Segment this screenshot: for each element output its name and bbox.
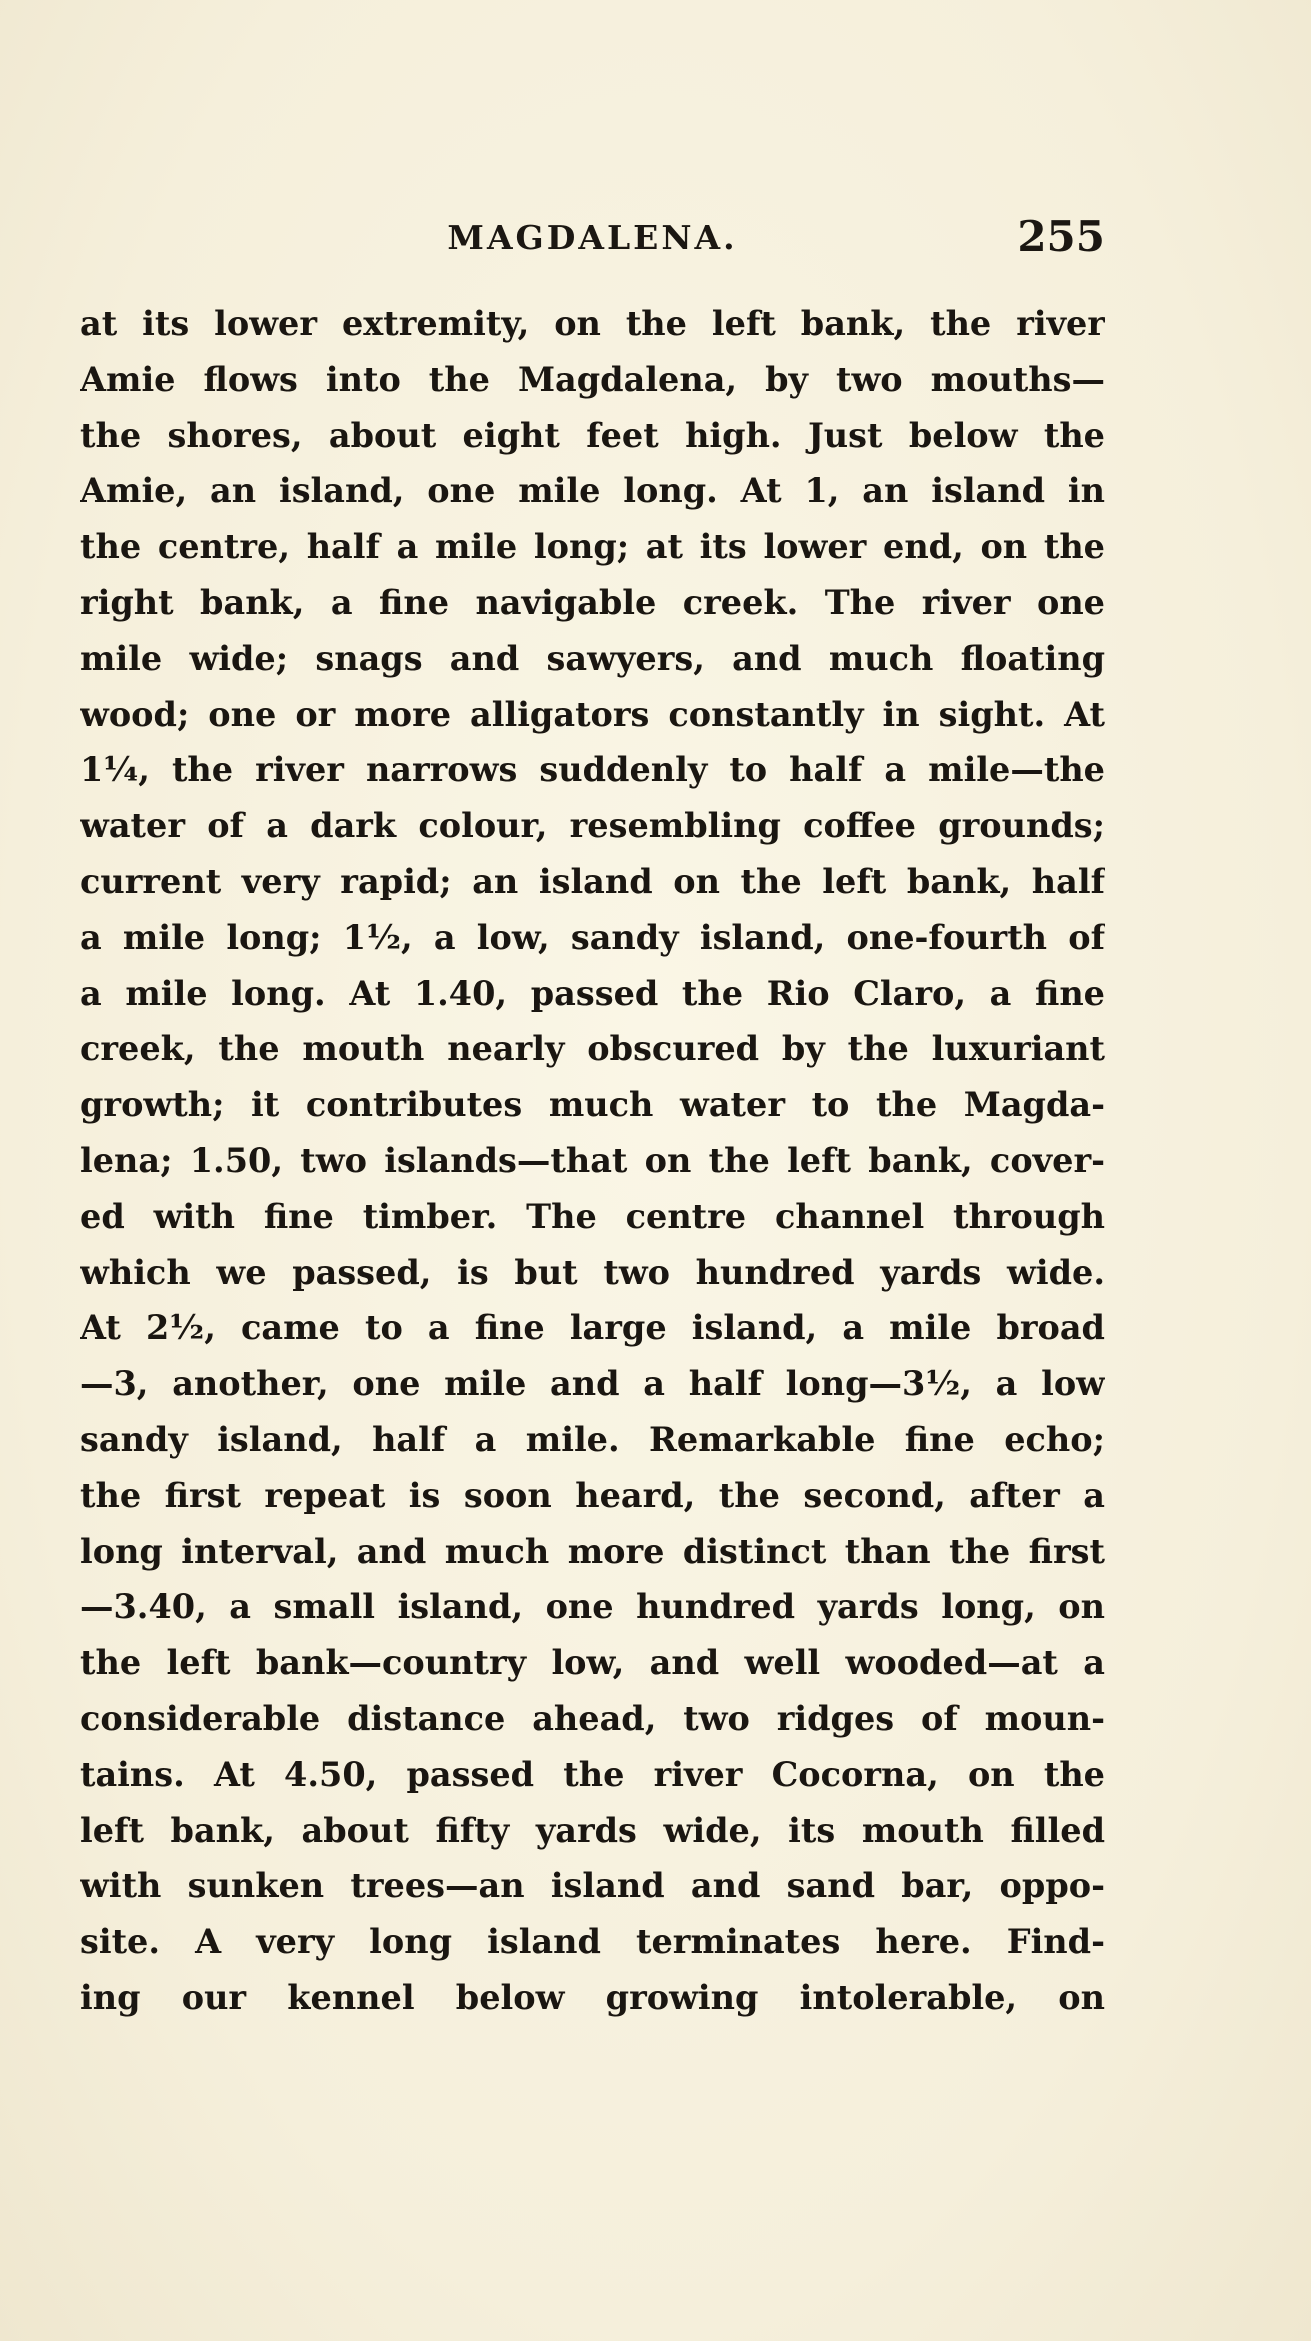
text-line: a mile long. At 1.40, passed the Rio Claro, a fine <box>80 973 1105 1013</box>
text-line: left bank, about fifty yards wide, its mouth filled <box>80 1810 1105 1850</box>
text-line: wood; one or more alligators constantly in sight. At <box>80 694 1105 734</box>
text-line: the shores, about eight feet high. Just below the <box>80 415 1105 455</box>
text-line: the centre, half a mile long; at its lower end, on the <box>80 527 1105 567</box>
text-line: creek, the mouth nearly obscured by the luxuriant <box>80 1029 1105 1069</box>
text-line: ed with fine timber. The centre channel through <box>80 1196 1105 1236</box>
text-line: right bank, a fine navigable creek. The river one <box>80 582 1105 622</box>
text-line: with sunken trees—an island and sand bar, oppo- <box>80 1866 1105 1906</box>
text-line: sandy island, half a mile. Remarkable fine echo; <box>80 1419 1105 1459</box>
text-line: growth; it contributes much water to the Magda- <box>80 1085 1105 1125</box>
text-line: site. A very long island terminates here. Find- <box>80 1922 1105 1962</box>
text-line: a mile long; 1½, a low, sandy island, one-fourth of <box>80 917 1105 957</box>
text-line: ing our kennel below growing intolerable, on <box>80 1977 1105 2017</box>
text-line: which we passed, is but two hundred yards wide. <box>80 1252 1105 1292</box>
text-line: long interval, and much more distinct than the first <box>80 1531 1105 1571</box>
running-title: MAGDALENA. <box>447 218 738 257</box>
running-head <box>80 212 1105 272</box>
body-text <box>80 296 1105 2026</box>
text-line: Amie flows into the Magdalena, by two mouths— <box>80 359 1105 399</box>
text-line: the first repeat is soon heard, the second, after a <box>80 1475 1105 1515</box>
text-line: tains. At 4.50, passed the river Cocorna, on the <box>80 1754 1105 1794</box>
text-line: at its lower extremity, on the left bank, the river <box>80 304 1105 343</box>
text-line: mile wide; snags and sawyers, and much floating <box>80 638 1105 678</box>
text-line: —3.40, a small island, one hundred yards long, on <box>80 1587 1105 1627</box>
text-line: considerable distance ahead, two ridges of moun- <box>80 1698 1105 1738</box>
text-line: current very rapid; an island on the left bank, half <box>80 861 1105 901</box>
text-line: At 2½, came to a fine large island, a mile broad <box>80 1308 1105 1348</box>
page-number: 255 <box>1017 212 1105 261</box>
text-line: lena; 1.50, two islands—that on the left bank, cover- <box>80 1140 1105 1180</box>
text-line: Amie, an island, one mile long. At 1, an island in <box>80 471 1105 511</box>
text-line: 1¼, the river narrows suddenly to half a mile—the <box>80 750 1105 790</box>
text-line: —3, another, one mile and a half long—3½, a low <box>80 1364 1105 1404</box>
text-line: water of a dark colour, resembling coffee grounds; <box>80 806 1105 846</box>
text-line: the left bank—country low, and well wooded—at a <box>80 1643 1105 1683</box>
